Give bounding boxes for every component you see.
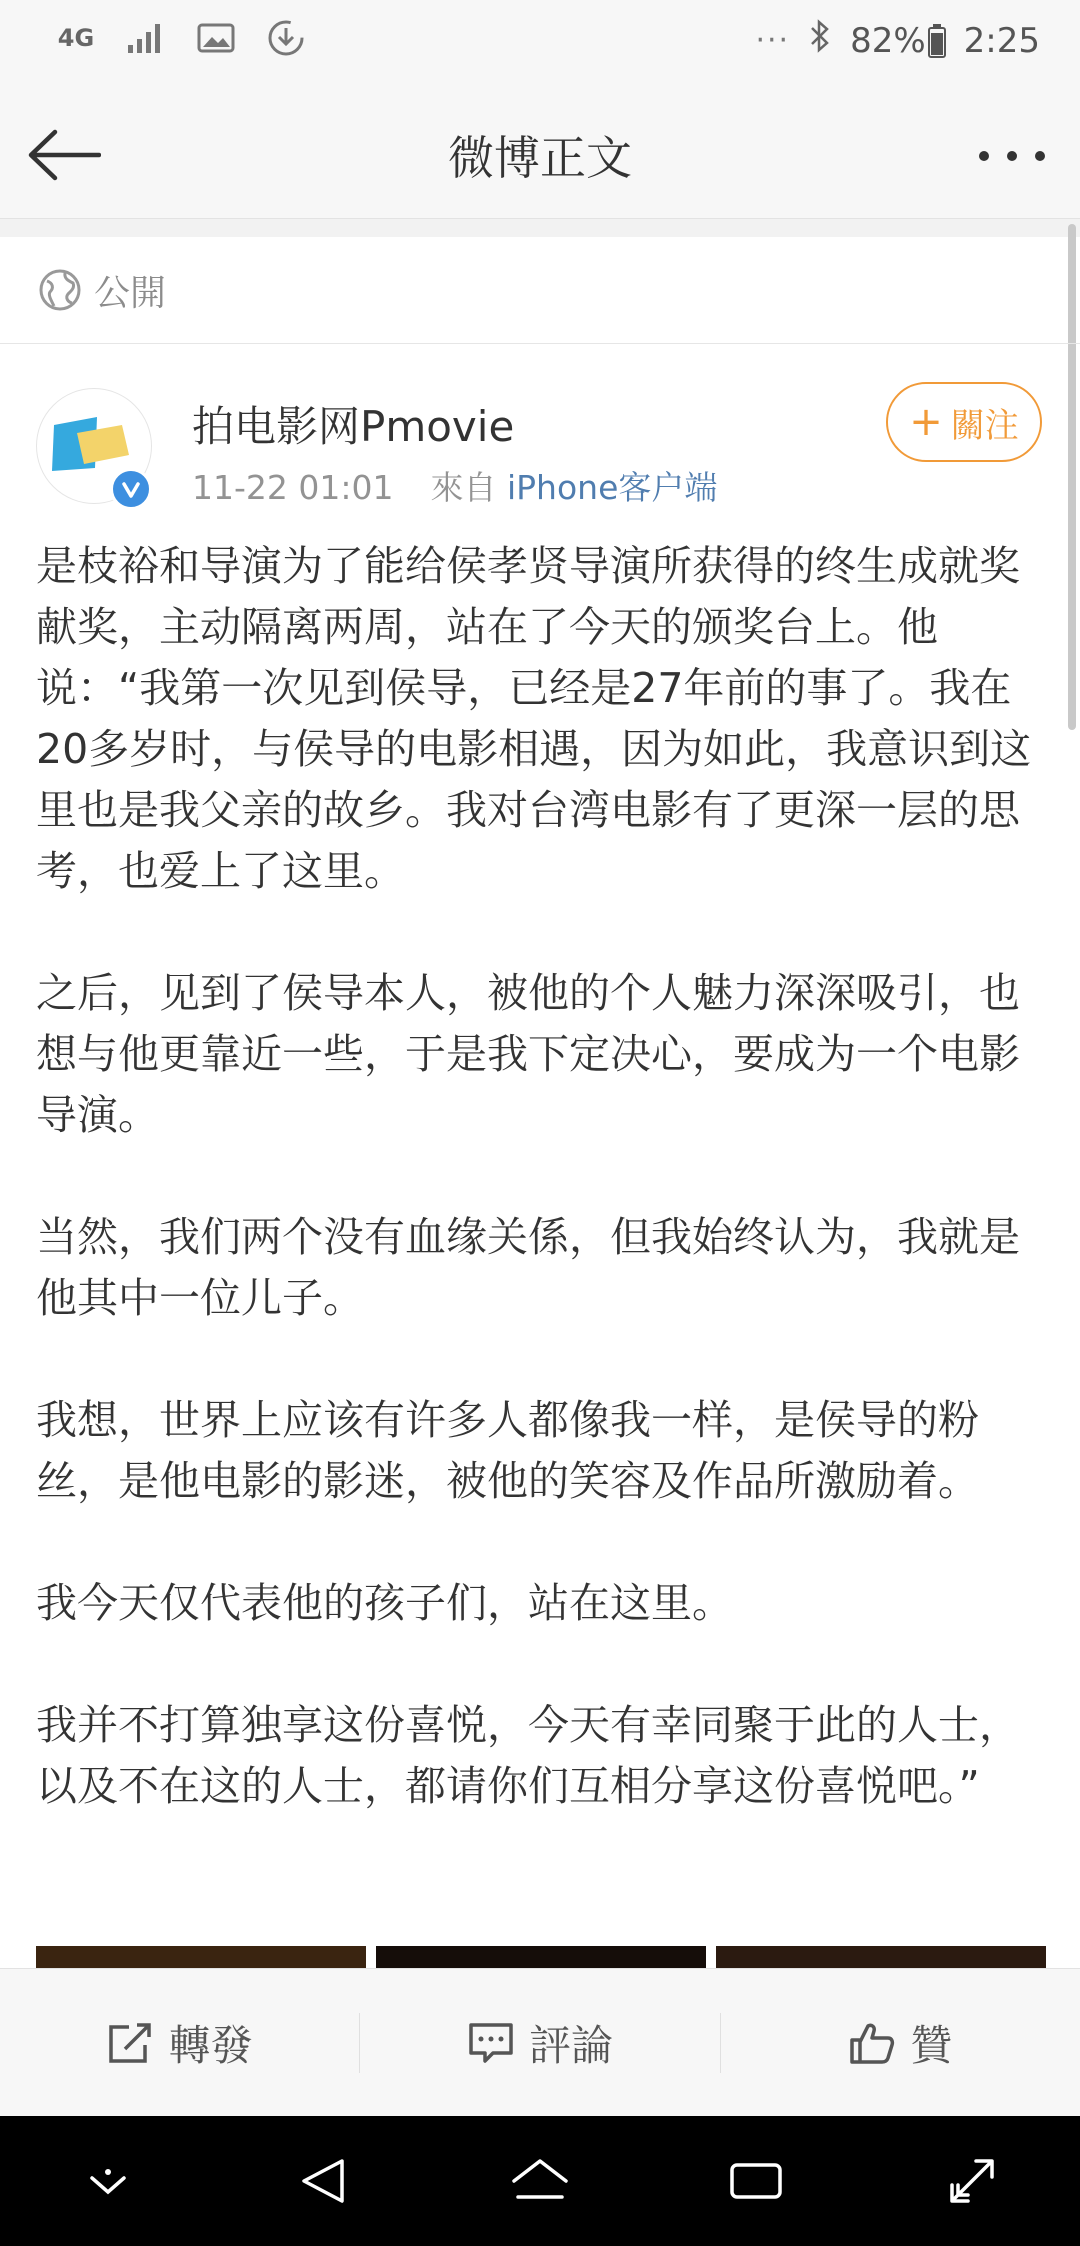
comment-button[interactable] (360, 1969, 719, 2117)
more-dots-icon (977, 149, 1047, 163)
hide-keyboard-button[interactable] (63, 2136, 153, 2226)
plus-icon: + (909, 399, 943, 445)
post-timestamp: 11-22 01:01 (192, 468, 394, 507)
post-paragraph: 我并不打算独享这份喜悦，今天有幸同聚于此的人士，以及不在这的人士，都请你们互相分享这份喜悦吧。” (36, 1701, 1020, 1810)
section-divider (0, 219, 1080, 237)
visibility-label: 公開 (94, 272, 167, 314)
back-triangle-icon (298, 2155, 350, 2207)
recents-icon (728, 2159, 784, 2203)
more-notifications: ··· (755, 23, 791, 58)
battery-percent: 82% (850, 20, 926, 61)
globe-icon (38, 268, 82, 312)
source-prefix: 來自 (430, 468, 497, 507)
battery-indicator (850, 21, 946, 61)
post-meta (192, 462, 717, 509)
status-right (755, 18, 1040, 63)
follow-button[interactable] (886, 382, 1042, 462)
expand-icon (946, 2155, 998, 2207)
home-nav-button[interactable] (495, 2136, 585, 2226)
home-icon (510, 2157, 570, 2205)
follow-label: 關注 (950, 405, 1019, 446)
network-4g-icon (56, 18, 96, 58)
post-body (36, 536, 1048, 1817)
action-toolbar (0, 1968, 1080, 2117)
clock: 2:25 (963, 20, 1040, 61)
rotate-screen-button[interactable] (927, 2136, 1017, 2226)
post-images (36, 1946, 1046, 1968)
repost-label: 轉發 (168, 2021, 253, 2070)
signal-icon (126, 18, 166, 58)
author-name[interactable]: 拍电影网Pmovie (192, 402, 515, 451)
back-nav-button[interactable] (279, 2136, 369, 2226)
comment-label: 評論 (528, 2021, 613, 2070)
download-icon (266, 18, 306, 58)
verified-badge-icon (110, 468, 152, 510)
network-label: 4G (57, 24, 95, 52)
recents-nav-button[interactable] (711, 2136, 801, 2226)
like-label: 贊 (910, 2021, 953, 2070)
repost-button[interactable] (0, 1969, 359, 2117)
nav-bar (0, 92, 1080, 219)
post-paragraph: 我想，世界上应该有许多人都像我一样，是侯导的粉丝，是他电影的影迷，被他的笑容及作品所激励着。 (36, 1396, 979, 1505)
battery-icon (928, 24, 946, 58)
repost-icon (107, 2021, 155, 2065)
post-paragraph: 当然，我们两个没有血缘关係，但我始终认为，我就是他其中一位儿子。 (36, 1213, 1020, 1322)
page-title: 微博正文 (448, 131, 632, 185)
comment-icon (467, 2021, 515, 2065)
post-image-thumb[interactable] (376, 1946, 706, 1968)
post-paragraph: 之后，见到了侯导本人，被他的个人魅力深深吸引，也想与他更靠近一些，于是我下定决心，要成为一个电影导演。 (36, 969, 1020, 1139)
more-button[interactable] (972, 128, 1052, 184)
gallery-icon (196, 18, 236, 58)
like-button[interactable] (721, 1969, 1080, 2117)
system-nav-bar (0, 2116, 1080, 2246)
status-left (56, 18, 306, 58)
visibility-row (0, 237, 1080, 344)
post-image-thumb[interactable] (716, 1946, 1046, 1968)
back-button[interactable] (24, 120, 104, 190)
post-paragraph: 是枝裕和导演为了能给侯孝贤导演所获得的终生成就奖献奖，主动隔离两周，站在了今天的颁奖台上。他说：“我第一次见到侯导，已经是27年前的事了。我在20多岁时，与侯导的电影相遇，因为如此，我意识到这里也是我父亲的故乡。我对台湾电影有了更深一层的思考，也爱上了这里。 (36, 542, 1032, 895)
thumbs-up-icon (848, 2020, 896, 2066)
post-paragraph: 我今天仅代表他的孩子们，站在这里。 (36, 1579, 733, 1627)
post-image-thumb[interactable] (36, 1946, 366, 1968)
chevron-down-icon (86, 2164, 130, 2198)
bluetooth-icon (808, 18, 832, 63)
status-bar (0, 0, 1080, 92)
back-arrow-icon (27, 128, 101, 182)
post-source[interactable]: iPhone客户端 (506, 468, 718, 507)
